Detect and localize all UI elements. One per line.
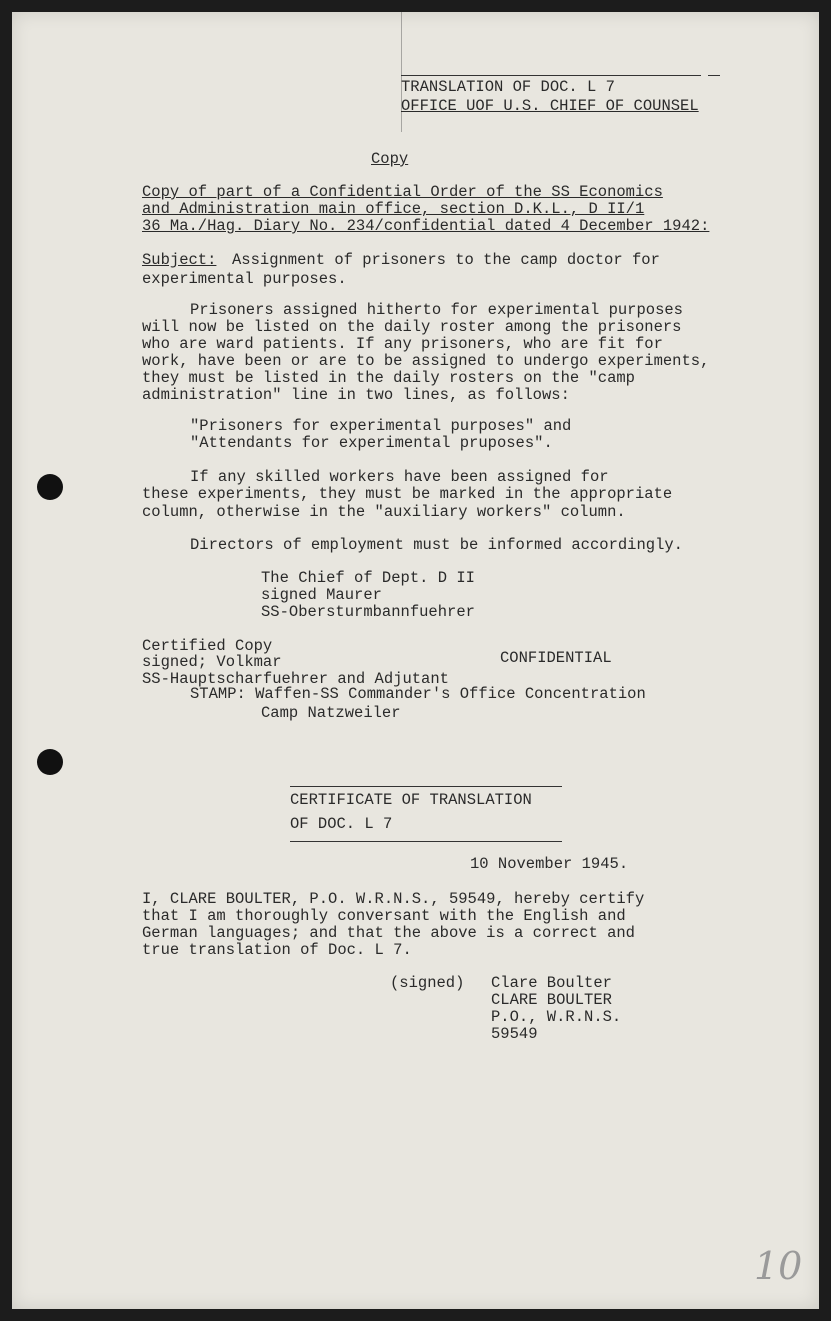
header-office: OFFICE UOF U.S. CHIEF OF COUNSEL bbox=[401, 97, 699, 115]
stamp-line-1: STAMP: Waffen-SS Commander's Office Concentration bbox=[190, 685, 646, 703]
subject-label: Subject: bbox=[142, 251, 217, 269]
certified-line-2: signed; Volkmar bbox=[142, 653, 282, 671]
signature-line: signed Maurer bbox=[261, 586, 382, 604]
signature-line: SS-Obersturmbannfuehrer bbox=[261, 603, 475, 621]
signed-label: (signed) bbox=[390, 974, 465, 992]
order-line-1: Copy of part of a Confidential Order of the SS Economics bbox=[142, 183, 663, 201]
header-rule-dash bbox=[708, 75, 720, 76]
para3-line: Directors of employment must be informed accordingly. bbox=[190, 536, 683, 554]
subject-line-1: Assignment of prisoners to the camp doctor for bbox=[232, 251, 660, 269]
order-line-3: 36 Ma./Hag. Diary No. 234/confidential dated 4 December 1942: bbox=[142, 217, 710, 235]
signer-line: 59549 bbox=[491, 1025, 538, 1043]
certificate-date: 10 November 1945. bbox=[470, 855, 629, 873]
certificate-doc: OF DOC. L 7 bbox=[290, 815, 393, 833]
para2-line: column, otherwise in the "auxiliary workers" column. bbox=[142, 503, 626, 521]
para1-line: work, have been or are to be assigned to undergo experiments, bbox=[142, 352, 710, 370]
header-title: TRANSLATION OF DOC. L 7 bbox=[401, 78, 615, 96]
stamp-line-2: Camp Natzweiler bbox=[261, 704, 401, 722]
para1-line: administration" line in two lines, as follows: bbox=[142, 386, 570, 404]
certificate-rule-bottom bbox=[290, 841, 562, 842]
certified-line-1: Certified Copy bbox=[142, 637, 273, 655]
para1-line: who are ward patients. If any prisoners, who are fit for bbox=[142, 335, 663, 353]
header-rule-top bbox=[401, 75, 701, 76]
subject-line-2: experimental purposes. bbox=[142, 270, 347, 288]
certificate-body-line: I, CLARE BOULTER, P.O. W.R.N.S., 59549, hereby certify bbox=[142, 890, 645, 908]
confidential-mark: CONFIDENTIAL bbox=[500, 649, 612, 667]
punch-hole-bottom bbox=[37, 749, 63, 775]
signer-line: Clare Boulter bbox=[491, 974, 612, 992]
certificate-rule-top bbox=[290, 786, 562, 787]
quote-line: "Attendants for experimental pruposes". bbox=[190, 434, 553, 452]
page-number: 10 bbox=[754, 1244, 803, 1288]
para1-line: they must be listed in the daily rosters on the "camp bbox=[142, 369, 635, 387]
certificate-body-line: German languages; and that the above is a correct and bbox=[142, 924, 635, 942]
quote-line: "Prisoners for experimental purposes" and bbox=[190, 417, 572, 435]
para1-line: will now be listed on the daily roster among the prisoners bbox=[142, 318, 682, 336]
signer-line: CLARE BOULTER bbox=[491, 991, 612, 1009]
certified-line-3: SS-Hauptscharfuehrer and Adjutant bbox=[142, 670, 449, 688]
order-line-2: and Administration main office, section D.K.L., D II/1 bbox=[142, 200, 645, 218]
signer-line: P.O., W.R.N.S. bbox=[491, 1008, 622, 1026]
para2-line: If any skilled workers have been assigned for bbox=[190, 468, 609, 486]
certificate-body-line: that I am thoroughly conversant with the English and bbox=[142, 907, 626, 925]
para1-line: Prisoners assigned hitherto for experimental purposes bbox=[190, 301, 683, 319]
signature-line: The Chief of Dept. D II bbox=[261, 569, 475, 587]
certificate-title: CERTIFICATE OF TRANSLATION bbox=[290, 791, 532, 809]
certificate-body-line: true translation of Doc. L 7. bbox=[142, 941, 412, 959]
para2-line: these experiments, they must be marked in the appropriate bbox=[142, 485, 673, 503]
copy-label: Copy bbox=[371, 150, 409, 168]
punch-hole-top bbox=[37, 474, 63, 500]
